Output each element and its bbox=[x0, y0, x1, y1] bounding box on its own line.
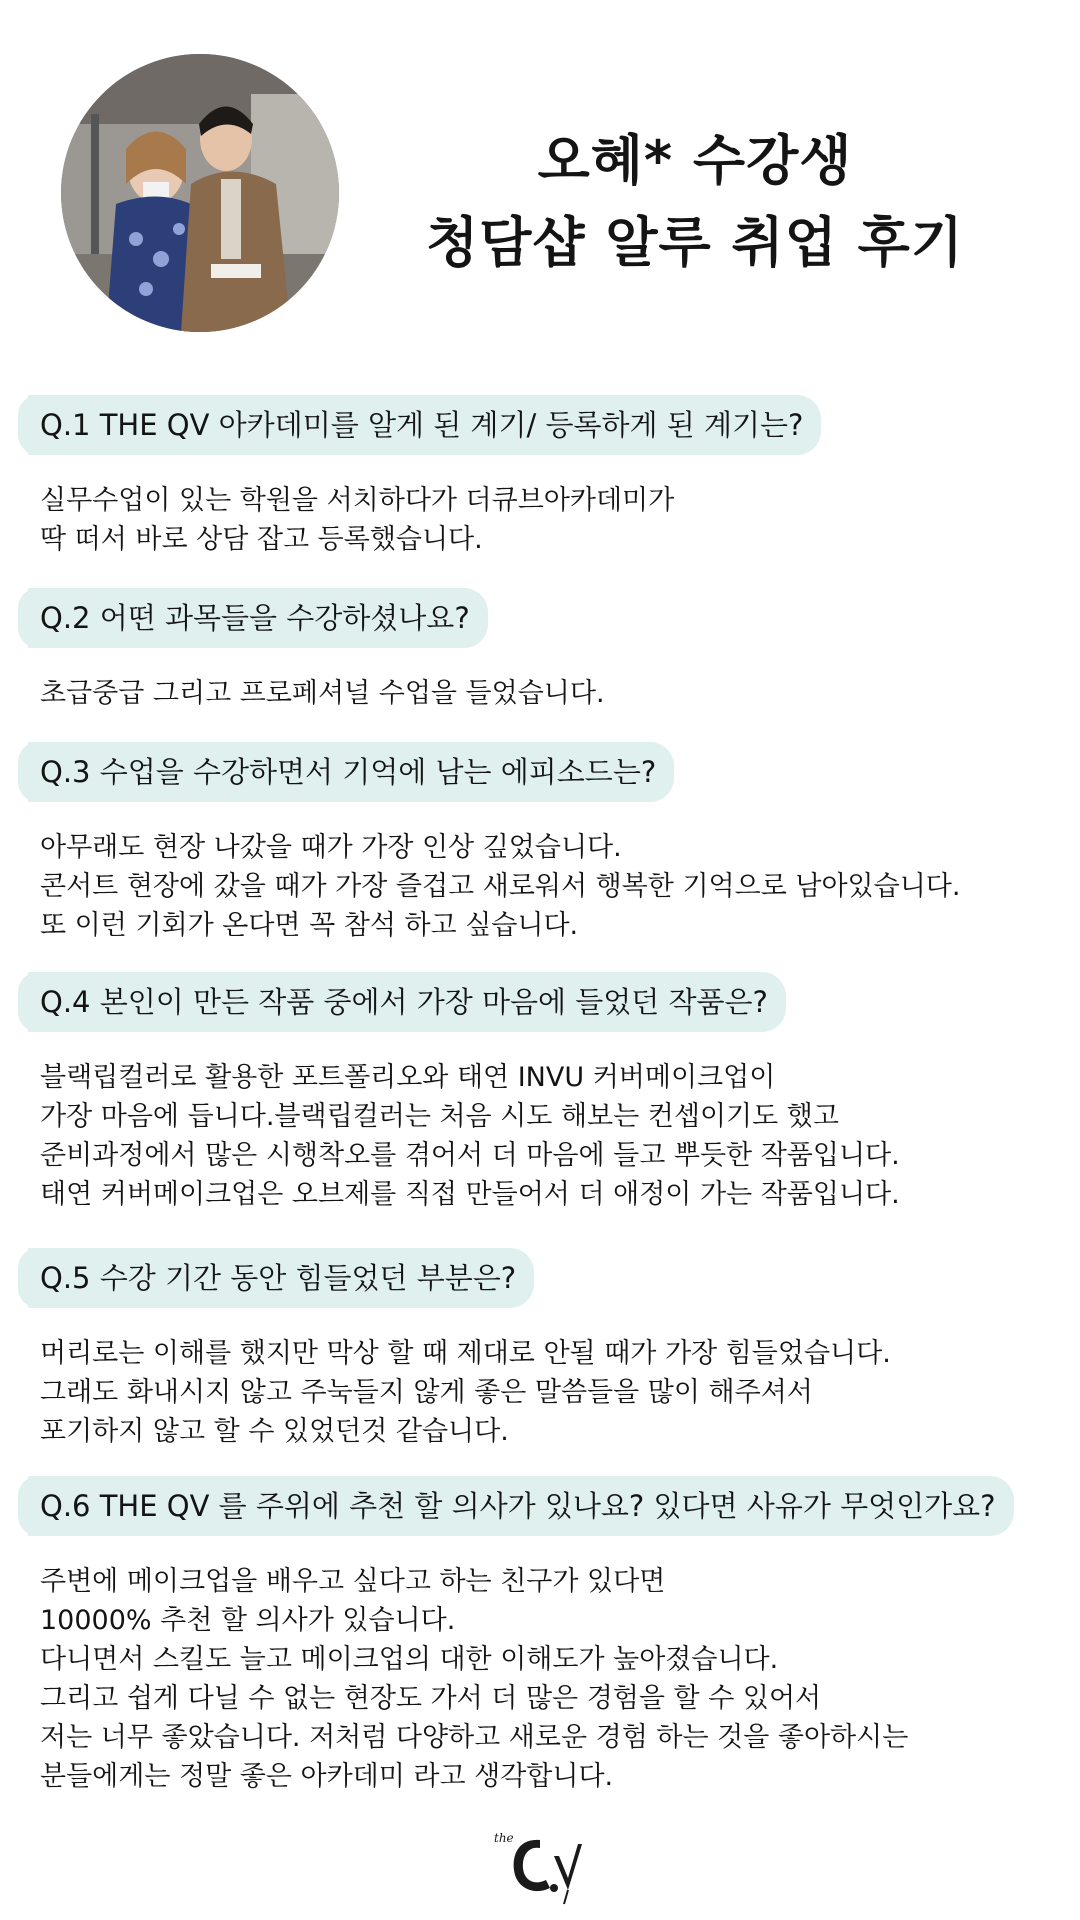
answer-5 bbox=[28, 1334, 1068, 1451]
answer-line: 10000% 추천 할 의사가 있습니다. bbox=[40, 1605, 456, 1636]
page-title bbox=[370, 120, 1020, 284]
answer-line: 또 이런 기회가 온다면 꼭 참석 하고 싶습니다. bbox=[40, 910, 579, 941]
qa-block-2 bbox=[28, 588, 1068, 713]
answer-1 bbox=[28, 481, 1068, 559]
answer-line: 초급중급 그리고 프로페셔널 수업을 들었습니다. bbox=[40, 678, 605, 709]
answer-line: 딱 떠서 바로 상담 잡고 등록했습니다. bbox=[40, 524, 483, 555]
question-6: Q.6 THE QV 를 주위에 추천 할 의사가 있나요? 있다면 사유가 무엇인가요? bbox=[28, 1476, 1014, 1536]
answer-line: 저는 너무 좋았습니다. 저처럼 다양하고 새로운 경험 하는 것을 좋아하시는 bbox=[40, 1722, 909, 1753]
qa-block-4 bbox=[28, 972, 1068, 1214]
answer-line: 분들에게는 정말 좋은 아카데미 라고 생각합니다. bbox=[40, 1761, 614, 1792]
title-line-1: 오혜* 수강생 bbox=[537, 129, 853, 192]
header bbox=[0, 0, 1080, 360]
question-3: Q.3 수업을 수강하면서 기억에 남는 에피소드는? bbox=[28, 742, 674, 802]
answer-line: 준비과정에서 많은 시행착오를 겪어서 더 마음에 들고 뿌듯한 작품입니다. bbox=[40, 1140, 900, 1171]
question-2: Q.2 어떤 과목들을 수강하셨나요? bbox=[28, 588, 488, 648]
answer-line: 그리고 쉽게 다닐 수 없는 현장도 가서 더 많은 경험을 할 수 있어서 bbox=[40, 1683, 822, 1714]
logo-small-text: the bbox=[494, 1831, 514, 1845]
answer-line: 콘서트 현장에 갔을 때가 가장 즐겁고 새로워서 행복한 기억으로 남아있습니다. bbox=[40, 871, 961, 902]
answer-line: 블랙립컬러로 활용한 포트폴리오와 태연 INVU 커버메이크업이 bbox=[40, 1062, 776, 1093]
answer-line: 그래도 화내시지 않고 주눅들지 않게 좋은 말씀들을 많이 해주셔서 bbox=[40, 1377, 813, 1408]
answer-line: 태연 커버메이크업은 오브제를 직접 만들어서 더 애정이 가는 작품입니다. bbox=[40, 1179, 900, 1210]
answer-line: 다니면서 스킬도 늘고 메이크업의 대한 이해도가 높아졌습니다. bbox=[40, 1644, 779, 1675]
answer-2 bbox=[28, 674, 1068, 713]
answer-line: 아무래도 현장 나갔을 때가 가장 인상 깊었습니다. bbox=[40, 832, 622, 863]
question-5: Q.5 수강 기간 동안 힘들었던 부분은? bbox=[28, 1248, 534, 1308]
answer-3 bbox=[28, 828, 1068, 945]
question-1: Q.1 THE QV 아카데미를 알게 된 계기/ 등록하게 된 계기는? bbox=[28, 395, 821, 455]
the-qv-logo-icon bbox=[488, 1826, 598, 1906]
answer-line: 실무수업이 있는 학원을 서치하다가 더큐브아카데미가 bbox=[40, 485, 675, 516]
student-photo bbox=[61, 54, 339, 332]
qa-block-3 bbox=[28, 742, 1068, 945]
qa-block-6 bbox=[28, 1476, 1068, 1796]
answer-line: 머리로는 이해를 했지만 막상 할 때 제대로 안될 때가 가장 힘들었습니다. bbox=[40, 1338, 891, 1369]
answer-4 bbox=[28, 1058, 1068, 1214]
answer-6 bbox=[28, 1562, 1068, 1796]
question-4: Q.4 본인이 만든 작품 중에서 가장 마음에 들었던 작품은? bbox=[28, 972, 786, 1032]
answer-line: 가장 마음에 듭니다.블랙립컬러는 처음 시도 해보는 컨셉이기도 했고 bbox=[40, 1101, 839, 1132]
qa-block-5 bbox=[28, 1248, 1068, 1451]
title-line-2: 청담샵 알루 취업 후기 bbox=[426, 211, 964, 274]
answer-line: 포기하지 않고 할 수 있었던것 같습니다. bbox=[40, 1416, 509, 1447]
answer-line: 주변에 메이크업을 배우고 싶다고 하는 친구가 있다면 bbox=[40, 1566, 666, 1597]
qa-block-1 bbox=[28, 395, 1068, 559]
